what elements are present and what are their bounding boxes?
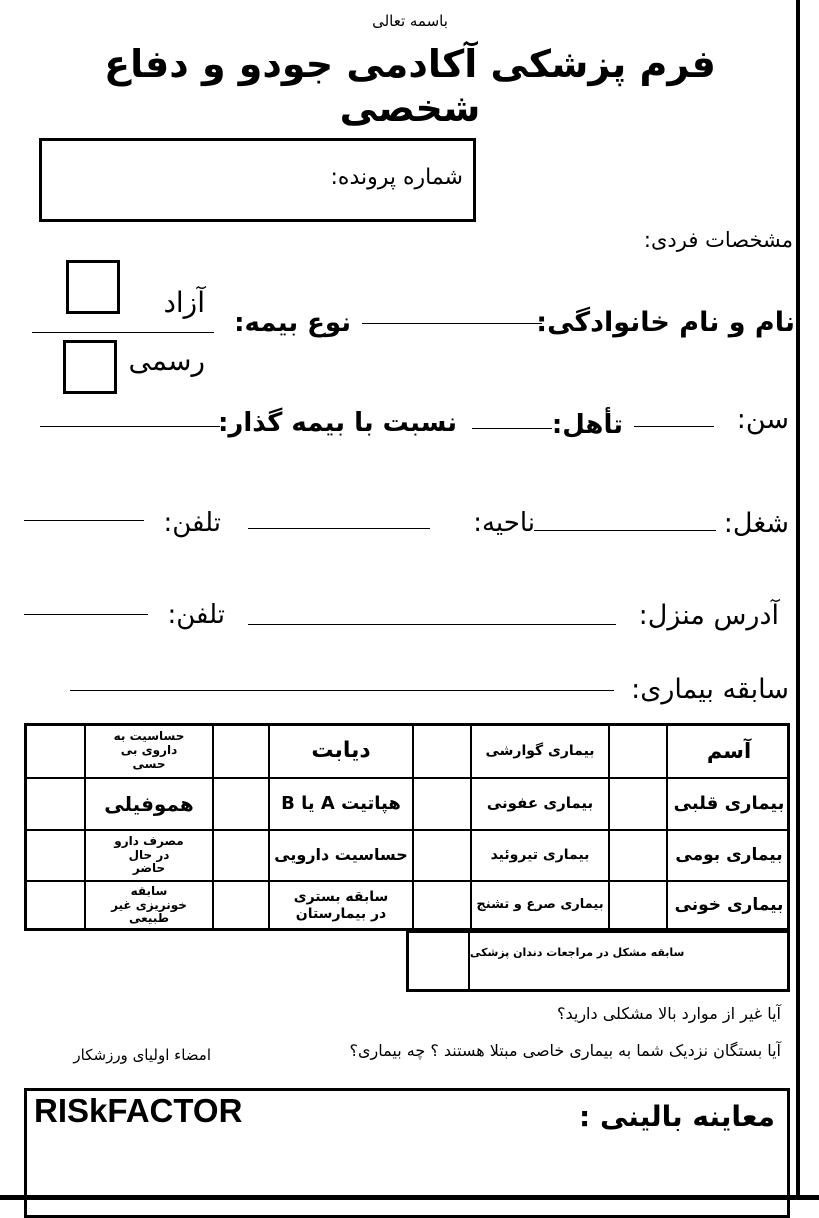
- risk-factor-label: RISkFACTOR: [34, 1092, 243, 1129]
- age-line[interactable]: [634, 426, 714, 427]
- condition-label: سابقه بستری در بیمارستان: [293, 889, 389, 922]
- job-line[interactable]: [534, 530, 716, 531]
- district-label: ناحیه:: [473, 508, 535, 538]
- home-address-line[interactable]: [248, 624, 616, 625]
- insurance-free-checkbox[interactable]: [66, 260, 120, 314]
- condition-label: بیماری بومی: [675, 844, 783, 865]
- condition-checkbox[interactable]: [414, 725, 470, 777]
- condition-checkbox[interactable]: [610, 831, 666, 880]
- condition-label: هپاتیت A یا B: [281, 792, 401, 814]
- condition-label: آسم: [706, 738, 752, 763]
- dental-history-label: سابقه مشکل در مراجعات دندان پزشکی: [470, 945, 685, 959]
- condition-checkbox[interactable]: [414, 882, 470, 929]
- condition-checkbox[interactable]: [214, 779, 268, 829]
- personal-info-label: مشخصات فردی:: [643, 228, 793, 252]
- phone1-label: تلفن:: [163, 508, 221, 538]
- condition-checkbox[interactable]: [26, 882, 84, 929]
- condition-label: بیماری گوارشی: [485, 742, 595, 759]
- marital-label: تأهل:: [551, 410, 623, 440]
- page-bottom-edge: [0, 1195, 819, 1200]
- relation-label: نسبت با بیمه گذار:: [217, 408, 457, 438]
- condition-label: بیماری تیروئید: [490, 847, 590, 864]
- full-name-line[interactable]: [362, 323, 542, 324]
- insurance-official-label: رسمی: [128, 344, 205, 377]
- full-name-label: نام و نام خانوادگی:: [536, 307, 795, 338]
- home-address-label: آدرس منزل:: [638, 600, 779, 631]
- condition-checkbox[interactable]: [26, 779, 84, 829]
- condition-checkbox[interactable]: [26, 831, 84, 880]
- insurance-type-label: نوع بیمه:: [234, 308, 351, 338]
- page-right-border: [796, 0, 800, 1200]
- clinical-exam-label: معاینه بالینی :: [579, 1100, 775, 1133]
- relation-line[interactable]: [40, 426, 220, 427]
- condition-label: بیماری خونی: [674, 894, 784, 915]
- condition-label: بیماری قلبی: [673, 792, 785, 814]
- dental-checkbox[interactable]: [409, 933, 467, 989]
- phone2-label: تلفن:: [167, 600, 225, 630]
- district-line[interactable]: [248, 528, 430, 529]
- condition-label: حساسیت به داروی بی حسی: [113, 729, 185, 771]
- file-number-label: شماره پرونده:: [330, 165, 463, 190]
- insurance-official-checkbox[interactable]: [63, 340, 117, 394]
- condition-label: حساسیت دارویی: [274, 845, 408, 865]
- condition-checkbox[interactable]: [414, 831, 470, 880]
- insurance-free-label: آزاد: [163, 286, 205, 319]
- file-number-box[interactable]: [39, 138, 476, 222]
- insurance-line: [32, 332, 214, 333]
- question-relatives: آیا بستگان نزدیک شما به بیماری خاصی مبتلا هستند ؟ چه بیماری؟: [349, 1041, 781, 1060]
- condition-checkbox[interactable]: [610, 725, 666, 777]
- form-title: فرم پزشکی آکادمی جودو و دفاع شخصی: [104, 42, 716, 130]
- condition-checkbox[interactable]: [26, 725, 84, 777]
- condition-checkbox[interactable]: [610, 882, 666, 929]
- condition-label: بیماری عفونی: [486, 794, 594, 813]
- phone1-line[interactable]: [24, 520, 144, 521]
- condition-label: هموفیلی: [104, 791, 194, 816]
- condition-label: مصرف دارو در حال حاضر: [114, 833, 184, 876]
- job-label: شغل:: [723, 508, 789, 539]
- condition-checkbox[interactable]: [414, 779, 470, 829]
- condition-checkbox[interactable]: [610, 779, 666, 829]
- condition-checkbox[interactable]: [214, 882, 268, 929]
- condition-label: بیماری صرع و تشنج: [476, 897, 604, 913]
- condition-checkbox[interactable]: [214, 831, 268, 880]
- age-label: سن:: [736, 404, 789, 435]
- medical-history-line[interactable]: [70, 690, 614, 691]
- marital-line[interactable]: [472, 428, 552, 429]
- condition-label: سابقه خونریزی غیر طبیعی: [111, 883, 187, 926]
- bismillah-text: باسمه تعالی: [372, 12, 448, 30]
- question-other-problems: آیا غیر از موارد بالا مشکلی دارید؟: [556, 1004, 781, 1023]
- phone2-line[interactable]: [24, 614, 148, 615]
- condition-label: دیابت: [311, 738, 371, 764]
- condition-checkbox[interactable]: [214, 725, 268, 777]
- medical-history-label: سابقه بیماری:: [631, 674, 789, 705]
- signature-label: امضاء اولیای ورزشکار: [73, 1046, 211, 1064]
